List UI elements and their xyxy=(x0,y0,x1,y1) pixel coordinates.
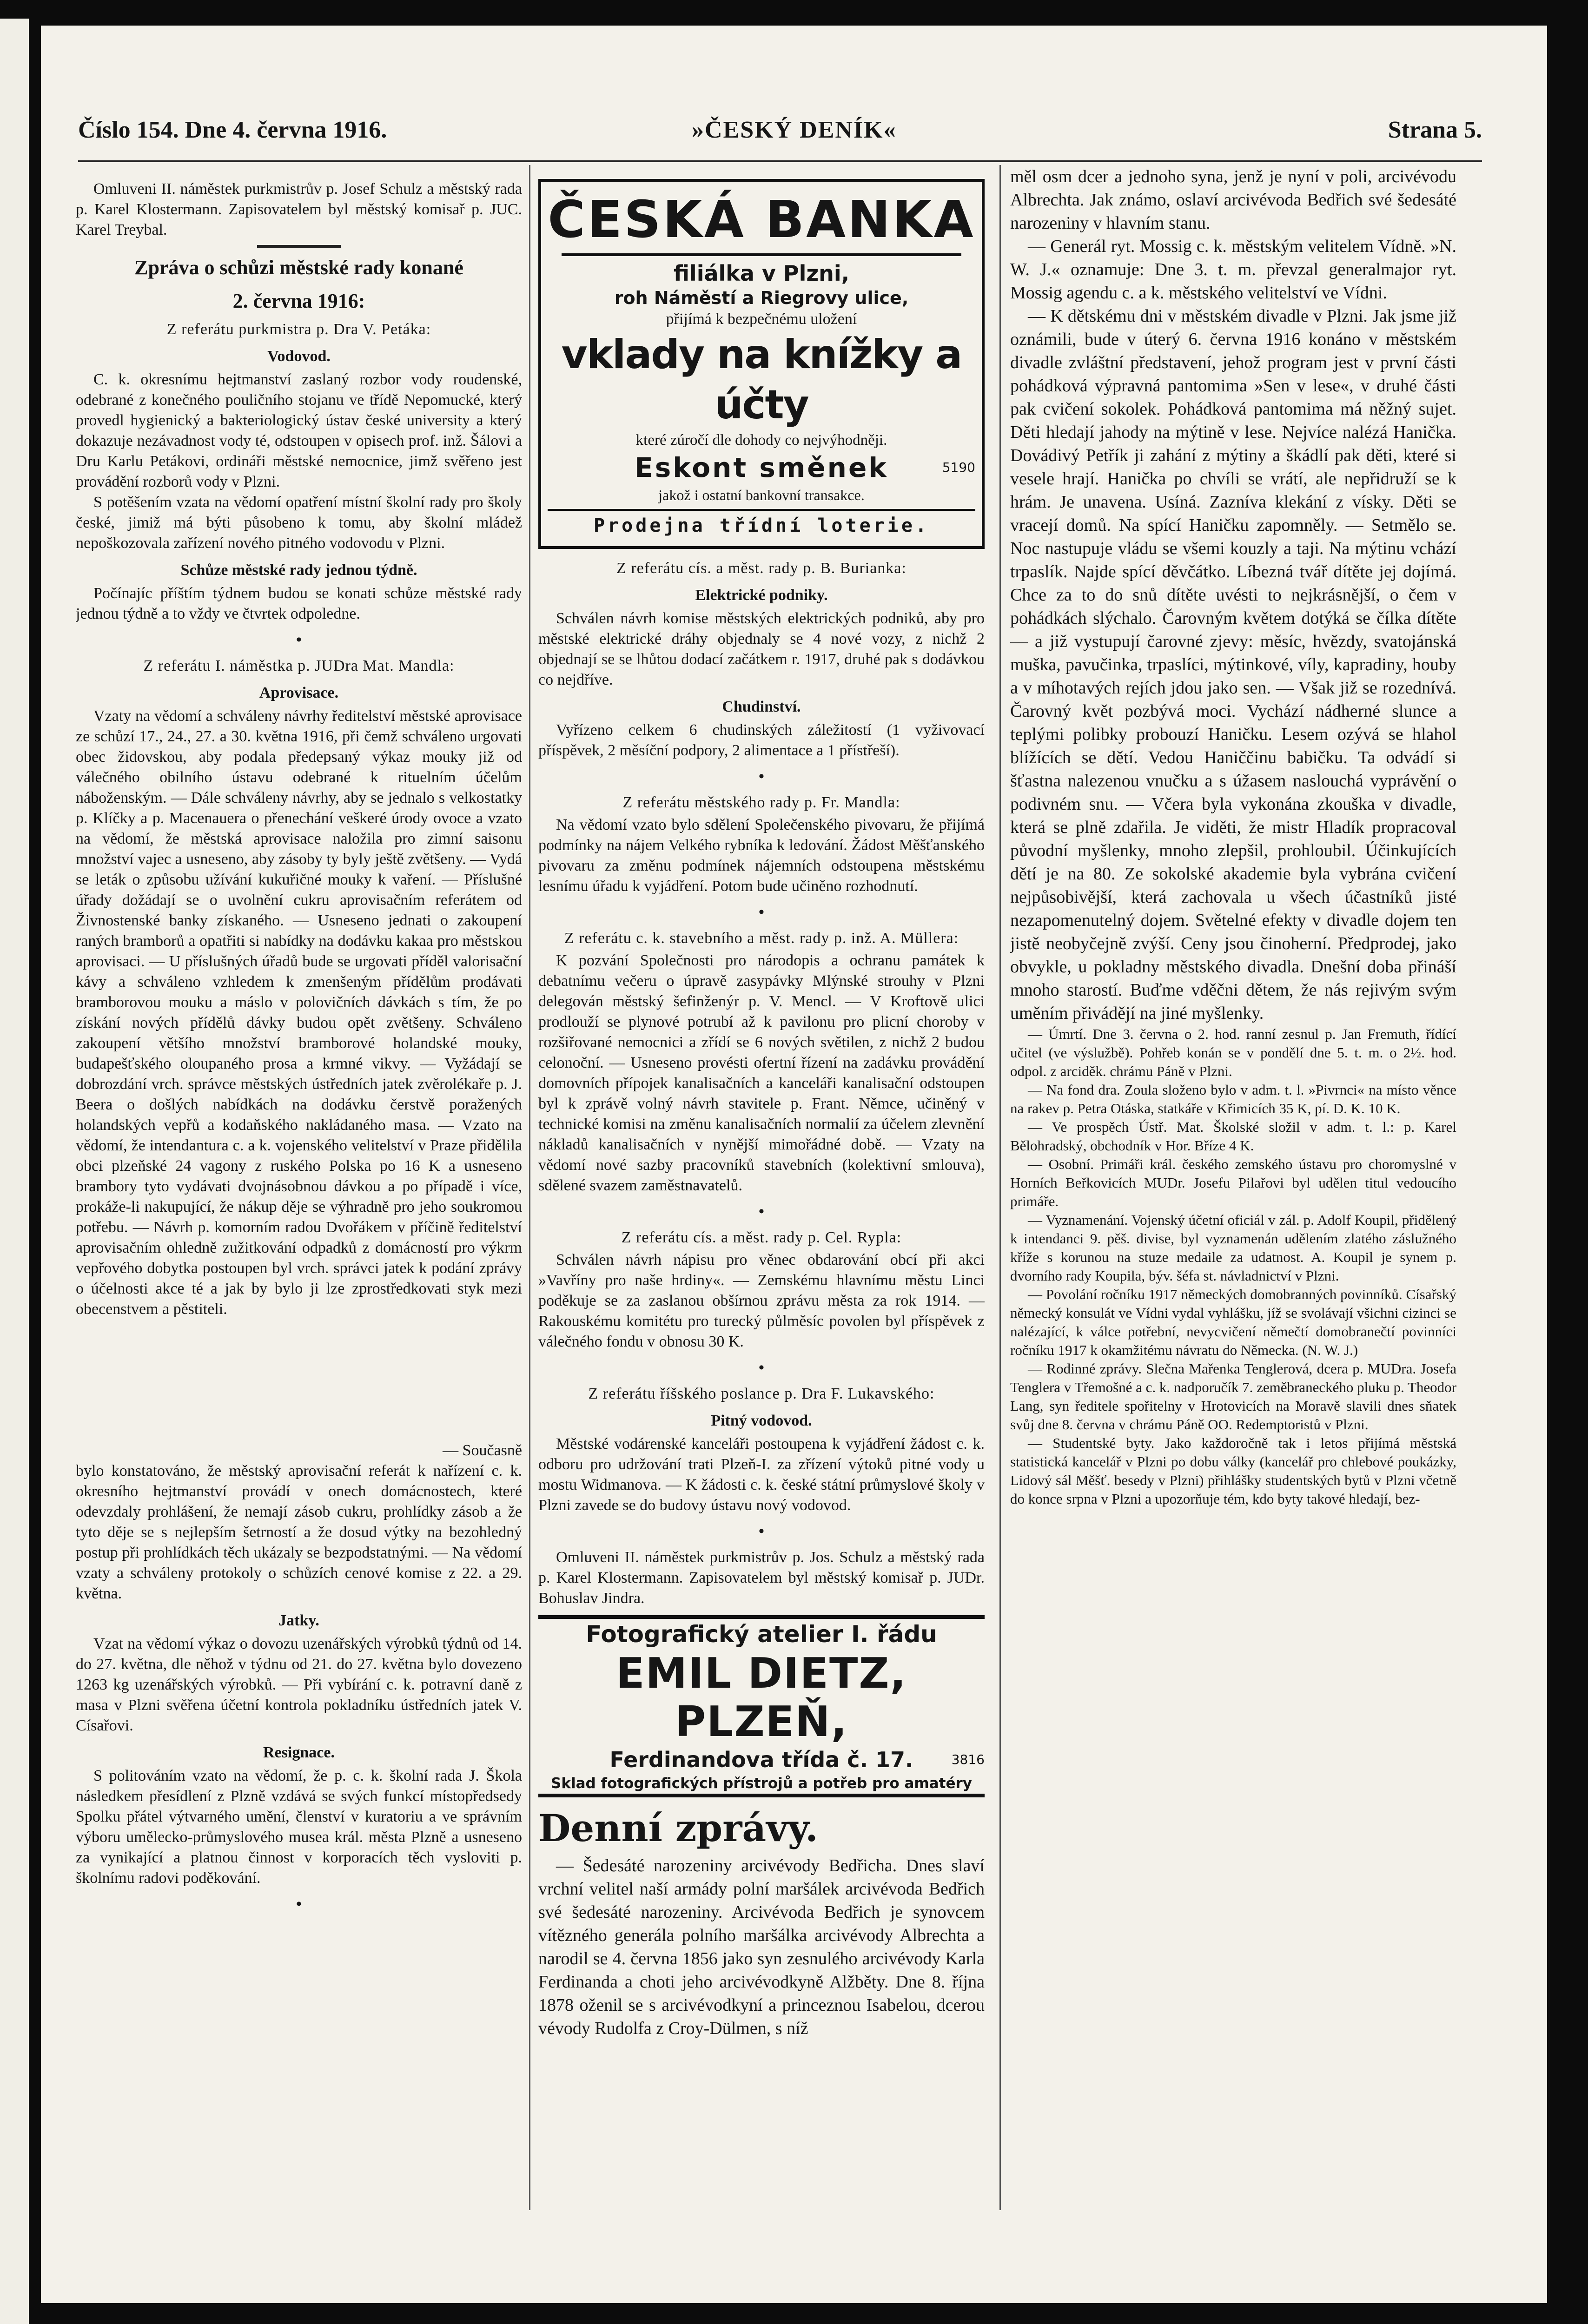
ad-line: Prodejna třídní loterie. xyxy=(548,509,975,539)
column-divider xyxy=(529,165,530,2210)
article-title: Zpráva o schůzi městské rady konané xyxy=(134,256,463,279)
ad-address: Ferdinandova třída č. 17. xyxy=(609,1747,913,1772)
ad-rule xyxy=(538,1794,985,1797)
ad-headline: EMIL DIETZ, PLZEŇ, xyxy=(616,1649,907,1746)
section-heading: Chudinství. xyxy=(722,698,801,715)
ad-line: Sklad fotografických přístrojů a potřeb pro amatéry xyxy=(551,1775,972,1792)
section-referat: Z referátu říšského poslance p. Dra F. Lukavského: xyxy=(588,1385,935,1402)
paragraph: S politováním vzato na vědomí, že p. c. k. školní rada J. Škola následkem přesídlení z Plzně vzdává se svých funkcí místopředsedy Spolku přátel výtvarného umění, členství v kuratoriu a ve správním výboru umělecko-průmyslového musea král. města Plzně a usneseno za vynikající a platnou činnost v korporacích těch vysloviti p. školnímu radovi poděkování. xyxy=(76,1767,522,1887)
paragraph: — Povolání ročníku 1917 německých domobranných povinníků. Císařský německý konsulát ve Vídni vydal vyhlášku, jíž se svolávají všichni cizinci se nalézající, k válce potřební, nevycvičení němečtí domobranečtí povinníci ročníku 1917 k okamžitému návratu do Německa. (N. W. J.) xyxy=(1010,1286,1456,1358)
section-heading: Vodovod. xyxy=(267,348,331,365)
page-number: Strana 5. xyxy=(1388,117,1482,143)
ad-rule xyxy=(562,253,961,256)
ad-line: roh Náměstí a Riegrovy ulice, xyxy=(614,288,909,308)
ad-rule xyxy=(538,1615,985,1619)
paragraph: Na vědomí vzato bylo sdělení Společenského pivovaru, že přijímá podmínky na nájem Velkého rybníka k ledování. Žádost Měšťanského pivovaru za změnu podmínek nájemních odstoupena městskému lesnímu úřadu k vyjádření. Potom bude učiněno rozhodnutí. xyxy=(538,816,985,895)
paragraph: — Osobní. Primáři král. českého zemského ústavu pro choromyslné v Horních Beřkovicích MUDr. Josefu Pilařovi byl udělen titul vedoucího primáře. xyxy=(1010,1156,1456,1209)
bullet-separator: • xyxy=(759,904,764,921)
ad-eskont: Eskont směnek xyxy=(635,452,888,483)
section-referat: Z referátu cís. a měst. rady p. B. Burianka: xyxy=(616,560,906,577)
newspaper-title: »ČESKÝ DENÍK« xyxy=(692,117,897,143)
paragraph: S potěšením vzata na vědomí opatření místní školní rady pro školy české, jimiž má býti působeno k tomu, aby školní mládež nepoškozovala zařízení nového pitného vodovodu v Plzni. xyxy=(76,494,522,552)
paragraph: Schválen návrh nápisu pro věnec obdarování obcí při akci »Vavříny pro naše hrdiny«. — Zemskému hlavnímu městu Linci poděkuje se za zaslanou obšírnou zprávu města za rok 1914. — Rakouskému komitétu pro turecký půlměsíc povolen byl příspěvek z válečného fondu v obnosu 30 K. xyxy=(538,1251,985,1350)
column-divider xyxy=(999,165,1001,2210)
paragraph: K pozvání Společnosti pro národopis a ochranu památek k debatnímu večeru o úpravě zasypávky Mlýnské strouhy v Plzni delegován městský šefinženýr p. V. Mencl. — V Kroftově ulici prodlouží se plynové potrubí až k pavilonu pro plicní choroby v rozšiřované nemocnici a zřídí se 6 nových světilen, z nichž 2 budou celonoční. — Usneseno provésti ofertní řízení na zadávku provádění domovních přípojek kanalisačních a kanceláři kanalisační odstoupen byl k zprávě volný návrh stavitele p. Frant. Němce, učiněný v technické komisi na změnu kanalisačních normalií za účelem zlevnění nákladů kanalisačních v nynější mimořádné době. — Vzaty na vědomí nové sazby pracovníků stavebních (kolektivní smlouva), sdělené svazem zaměstnavatelů. xyxy=(538,952,985,1194)
ad-code: 3816 xyxy=(951,1752,985,1767)
ad-line xyxy=(548,450,975,485)
paragraph: — Úmrtí. Dne 3. června o 2. hod. ranní zesnul p. Jan Fremuth, řídící učitel (ve výslužbě). Pohřeb konán se v pondělí dne 5. t. m. o 2½. hod. odpol. z arciděk. chrámu Páně v Plzni. xyxy=(1010,1026,1456,1079)
ad-code: 5190 xyxy=(942,460,975,475)
ad-line: jakož i ostatní bankovní transakce. xyxy=(658,487,865,503)
paragraph: Vzat na vědomí výkaz o dovozu uzenářských výrobků týdnů od 14. do 27. května, dle něhož v týdnu od 21. do 27. května bylo dovezeno 1263 kg uzenářských výrobků. — Při vybírání c. k. potravní daně z masa v Plzni svěřena účetní kontrola pokladníku ústředních jatek V. Císařovi. xyxy=(76,1635,522,1734)
bullet-separator: • xyxy=(759,768,764,785)
paragraph: Omluveni II. náměstek purkmistrův p. Josef Schulz a městský rada p. Karel Klostermann. Zapisovatelem byl městský komisař p. JUC. Karel Treybal. xyxy=(76,180,522,238)
section-heading: Schůze městské rady jednou týdně. xyxy=(180,561,417,579)
section-referat: Z referátu cís. a měst. rady p. Cel. Rypla: xyxy=(621,1229,902,1246)
ad-line: přijímá k bezpečnému uložení xyxy=(666,310,857,328)
section-heading: Pitný vodovod. xyxy=(711,1412,812,1429)
section-heading: Elektrické podniky. xyxy=(695,587,828,604)
paragraph: Vyřízeno celkem 6 chudinských záležitostí (1 vyživovací příspěvek, 2 měsíční podpory, 2 alimentace a 1 přístřeší). xyxy=(538,721,985,759)
paragraph: Městské vodárenské kanceláři postoupena k vyjádření žádost c. k. odboru pro udržování trati Plzeň-I. za zřízení výtoků pitné vody u mostu Widmanova. — K žádosti c. k. české státní průmyslové školy v Plzni zavede se do budovy ústavu nový vodovod. xyxy=(538,1435,985,1514)
section-heading: Resignace. xyxy=(263,1744,335,1761)
section-title-denni-zpravy: Denní zprávy. xyxy=(538,1806,818,1850)
column-middle xyxy=(538,179,985,2224)
bullet-separator: • xyxy=(296,631,302,648)
paragraph: — Současně xyxy=(443,1442,522,1459)
paragraph: — Rodinné zprávy. Slečna Mařenka Tenglerová, dcera p. MUDra. Josefa Tenglera v Třemošné a c. k. nadporučík 7. zeměbraneckého pluku p. Theodor Lang, syn ředitele spořitelny v Hrotovicích na Moravě slavili dnes sňatek svůj dne 8. června v chrámu Páně OO. Redemptoristů v Plzni. xyxy=(1010,1360,1456,1433)
paragraph: bylo konstatováno, že městský aprovisační referát k nařízení c. k. okresního hejtmanství provádí v onech domácnostech, které odevzdaly prohlášení, že nemají zásob cukru, prohlídky zásob a že tyto děje se s nejlepším šetrností a že dosud výtky na bezohledný postup při prohlídkách těch ukázaly se bezpodstatnými. — Na vědomí vzaty a schváleny protokoly o schůzích cenové komise z 22. a 29. května. xyxy=(76,1462,522,1602)
paragraph: — Studentské byty. Jako každoročně tak i letos přijímá městská statistická kancelář v Plzni po dobu války (kancelář pro chlebové poukázky, Lidový sál Měšť. besedy v Plzni) přihlášky studentských bytů v Plzni včetně do konce srpna v Plzni a upozorňuje tém, kdo byty takové hledají, bez- xyxy=(1010,1435,1456,1507)
ad-line: filiálka v Plzni, xyxy=(673,261,850,286)
issue-date: Číslo 154. Dne 4. června 1916. xyxy=(78,117,387,143)
paragraph: — K dětskému dni v městském divadle v Plzni. Jak jsme již oznámili, bude v úterý 6. června 1916 konáno v městském divadle zvláštní představení, jehož program jest v první části pohádková výpravná pantomima »Sen v lese«, v druhé části pak cvičení sokolek. Pohádková pantomima má něžný sujet. Děti hledají jahody na mýtině v lese. Nejvíce nalézá Hanička. Dovádivý Petřík ji zahání z mýtiny a škádlí pak děti, které si vesele hrají. Hanička po chvíli se vrátí, ale nepřidruží se k hrám. Je unavena. Usíná. Zazníva klekání z vísky. Děti se vracejí domů. Na spící Haničku zapomněly. — Setmělo se. Noc nastupuje vládu se všemi kouzly a taji. Na mýtinu vchází trpaslík. Najde spící děvčátko. Líbezná tvář dítěte jej dojímá. Chce za to do snů dítěte uvésti to nejkrásnější, o čem v pohádkách slýchalo. Čarovným květem dotýká se čílka dítěte — a již vystupují čarovné zjevy: měsíc, hvězdy, svatojánská muška, pavučinka, trpaslíci, mýtinkové, víly, kapradiny, houby a v míhotavých rejích jdou jako sen. — Však již se rozednívá. Čarovný květ pozbývá moci. Vychází nádherné slunce a teplými polibky probouzí Haničku. Lesem ozývá se hlahol blížících se dětí. Vedou Haniččinu babičku. Ta odvádí si šťastna nalezenou vnučku a s úžasem naslouchá vyprávění o podivném snu. — Včera byla vykonána zkouška v divadle, která se plně zdařila. Je viděti, že mistr Hladík propracoval původní myšlenky, mnoho zlepšil, prohloubil. Účinkujících dětí je na 80. Ze sokolské akademie byla vybrána cvičení nejpůsobivější, která zachovala u všech účastníků jisté nezapomenutelný dojem. Světelné efekty v divadle dojem ten jistě neobyčejně zvýší. Ceny jsou činoherní. Předprodej, jako obvykle, u pokladny městského divadla. Dnešní doba přináší mnoho starostí. Buďme vděčni dětem, že nás rejivým svým uměním přivádějí na jiné myšlenky. xyxy=(1010,306,1456,1023)
ad-headline: vklady na knížky a účty xyxy=(561,331,962,428)
paragraph: Vzaty na vědomí a schváleny návrhy ředitelství městské aprovisace ze schůzí 17., 24., 27. a 30. května 1916, při čemž schváleno urgovati obec židovskou, aby podala předepsaný výkaz mouky již od válečného obilního ústavu odebrané k rituelním účelům náboženským. — Dále schváleny návrhy, aby se jednalo s velkostatky p. Klíčky a p. Macenauera o přenechání veškeré úrody ovoce a vzato na vědomí, že městská aprovisace naložila pro zimní saisonu množství vajec a usneseno, aby zásoby ty byly ještě zvětšeny. — Vydá se leták o způsobu užívání kukuřičné mouky k vaření. — Příslušné úřady dožádají se o uvolnění cukru aprovisačním referátem od Živnostenské banky získaného. — Usneseno jednati o zakoupení raných bramborů a opatřiti si nabídky na dodávku kakaa pro městskou aprovisaci. — U příslušných úřadů bude se urgovati příděl valorisační kávy a schváleno vzhledem k zmenšeným přídělům prodávati bramborovou mouku a máslo v polovičních dávkách s tím, že po získání nových přídělů dávky budou opět zvětšeny. Schváleno zakoupení většího množství bramborové holandské mouky, budapešťského oloupaného prosa a krmné vikvy. — Vyžádají se dobrozdání vrch. správce městských ústředních jatek zvěrolékaře p. J. Beera o došlých nabídkách na dodávku čerstvě poražených holandských vepřů a kodaňského nakládaného masa. — Vzato na vědomí, že intendantura c. a k. vojenského velitelství v Praze přidělila obci plzeňské 24 vagony z ruského Polska po 16 K a usneseno brambory tyto vydávati dvojnásobnou dávkou a po případě i více, prokáže-li nakupující, že nákup děje se výhradně pro jeho soukromou potřebu. — Návrh p. komorním radou Dvořákem v příčině ředitelství aprovisačním ohledně zužitkování odpadků z domácností pro výkrm vepřového dobytka postoupen byl vrch. správci jatek k podání zprávy o účelnosti akce té a jak by bylo ji lze zprostředkovati styk mezi obecenstvem a pěstiteli. xyxy=(76,707,522,1318)
page-header xyxy=(78,116,1482,158)
paragraph: — Vyznamenání. Vojenský účetní oficiál v zál. p. Adolf Koupil, přidělený k intendanci 9. pěš. divise, byl vyznamenán udělením zlatého záslužného kříže s korunou na stuze medaile za udatnost. A. Koupil je synem p. dvorního rady Koupila, býv. šéfa st. návladnictví v Plzni. xyxy=(1010,1212,1456,1284)
bullet-separator: • xyxy=(759,1523,764,1540)
paragraph: C. k. okresnímu hejtmanství zaslaný rozbor vody roudenské, odebrané z konečného pouličního stojanu ve třídě Nepomucké, který provedl hygienický a bakteriologický ústav české university a který dokazuje nezávadnost vody té, odstoupen v opisech prof. inž. Šálovi a Dru Karlu Petákovi, ordináři městské nemocnice, jimž svěřeno jest provádění rozborů vody v Plzni. xyxy=(76,371,522,490)
paragraph: měl osm dcer a jednoho syna, jenž je nyní v poli, arcivévodu Albrechta. Jak známo, oslaví arcivévoda Bedřich své šedesáté narozeniny v hlavním stanu. xyxy=(1010,167,1456,233)
section-referat: Z referátu městského rady p. Fr. Mandla: xyxy=(622,794,900,811)
adjacent-page-edge xyxy=(0,19,29,2324)
newspaper-page xyxy=(41,26,1547,2303)
section-referat: Z referátu c. k. stavebního a měst. rady p. inž. A. Müllera: xyxy=(564,930,959,947)
paragraph: — Ve prospěch Ústř. Mat. Školské složil v adm. t. l.: p. Karel Bělohradský, obchodník v Hor. Bříze 4 K. xyxy=(1010,1119,1456,1154)
ad-title: ČESKÁ BANKA xyxy=(548,190,975,249)
ad-line: které zúročí dle dohody co nejvýhodněji. xyxy=(635,432,887,449)
ad-line xyxy=(538,1746,985,1773)
paragraph: Počínajíc příštím týdnem budou se konati schůze městské rady jednou týdně a to vždy ve čtvrtek odpoledne. xyxy=(76,585,522,622)
section-heading: Aprovisace. xyxy=(259,684,339,701)
separator xyxy=(257,245,341,248)
section-referat: Z referátu I. náměstka p. JUDra Mat. Mandla: xyxy=(143,657,455,674)
bullet-separator: • xyxy=(759,1203,764,1220)
column-left xyxy=(76,179,522,2224)
paragraph: — Na fond dra. Zoula složeno bylo v adm. t. l. »Pivrnci« na místo věnce na rakev p. Petra Otáska, statkáře v Křimicích 35 K, pí. D. K. 10 K. xyxy=(1010,1082,1456,1116)
paragraph: — Generál ryt. Mossig c. k. městským velitelem Vídně. »N. W. J.« oznamuje: Dne 3. t. m. převzal generalmajor ryt. Mossig agendu c. a k. městského velitelství ve Vídni. xyxy=(1010,237,1456,303)
section-heading: Jatky. xyxy=(278,1612,319,1629)
header-rule xyxy=(78,160,1482,162)
section-referat: Z referátu purkmistra p. Dra V. Petáka: xyxy=(166,321,431,338)
bullet-separator: • xyxy=(759,1359,764,1376)
blank-space xyxy=(76,1320,522,1440)
bullet-separator: • xyxy=(296,1895,302,1913)
paragraph: Omluveni II. náměstek purkmistrův p. Jos. Schulz a městský rada p. Karel Klostermann. Zapisovatelem byl městský komisař p. JUDr. Bohuslav Jindra. xyxy=(538,1549,985,1607)
advertisement-emil-dietz xyxy=(538,1615,985,1797)
ad-line: Fotografický atelier I. řádu xyxy=(586,1621,937,1648)
paragraph: Schválen návrh komise městských elektrických podniků, aby pro městské elektrické dráhy objednaly se 4 nové vozy, z nichž 2 objednají se se lhůtou dodací začátkem r. 1917, druhé pak s dodávkou co nejdříve. xyxy=(538,610,985,688)
article-title-date: 2. června 1916: xyxy=(232,290,365,312)
advertisement-ceska-banka xyxy=(538,179,985,549)
paragraph: — Šedesáté narozeniny arcivévody Bedřicha. Dnes slaví vrchní velitel naší armády polní maršálek arcivévoda Bedřich své šedesáté narozeniny. Arcivévoda Bedřich je synovcem vítězného generála polního maršálka arcivévody Albrechta a narodil se 4. června 1856 jako syn zesnulého arcivévody Karla Ferdinanda a choti jeho arcivévodkyně Alžběty. Dne 8. října 1878 oženil se s arcivévodkyní a princeznou Isabelou, dcerou vévody Rudolfa z Croy-Dülmen, s níž xyxy=(538,1856,985,2038)
column-right xyxy=(1010,165,1456,2233)
